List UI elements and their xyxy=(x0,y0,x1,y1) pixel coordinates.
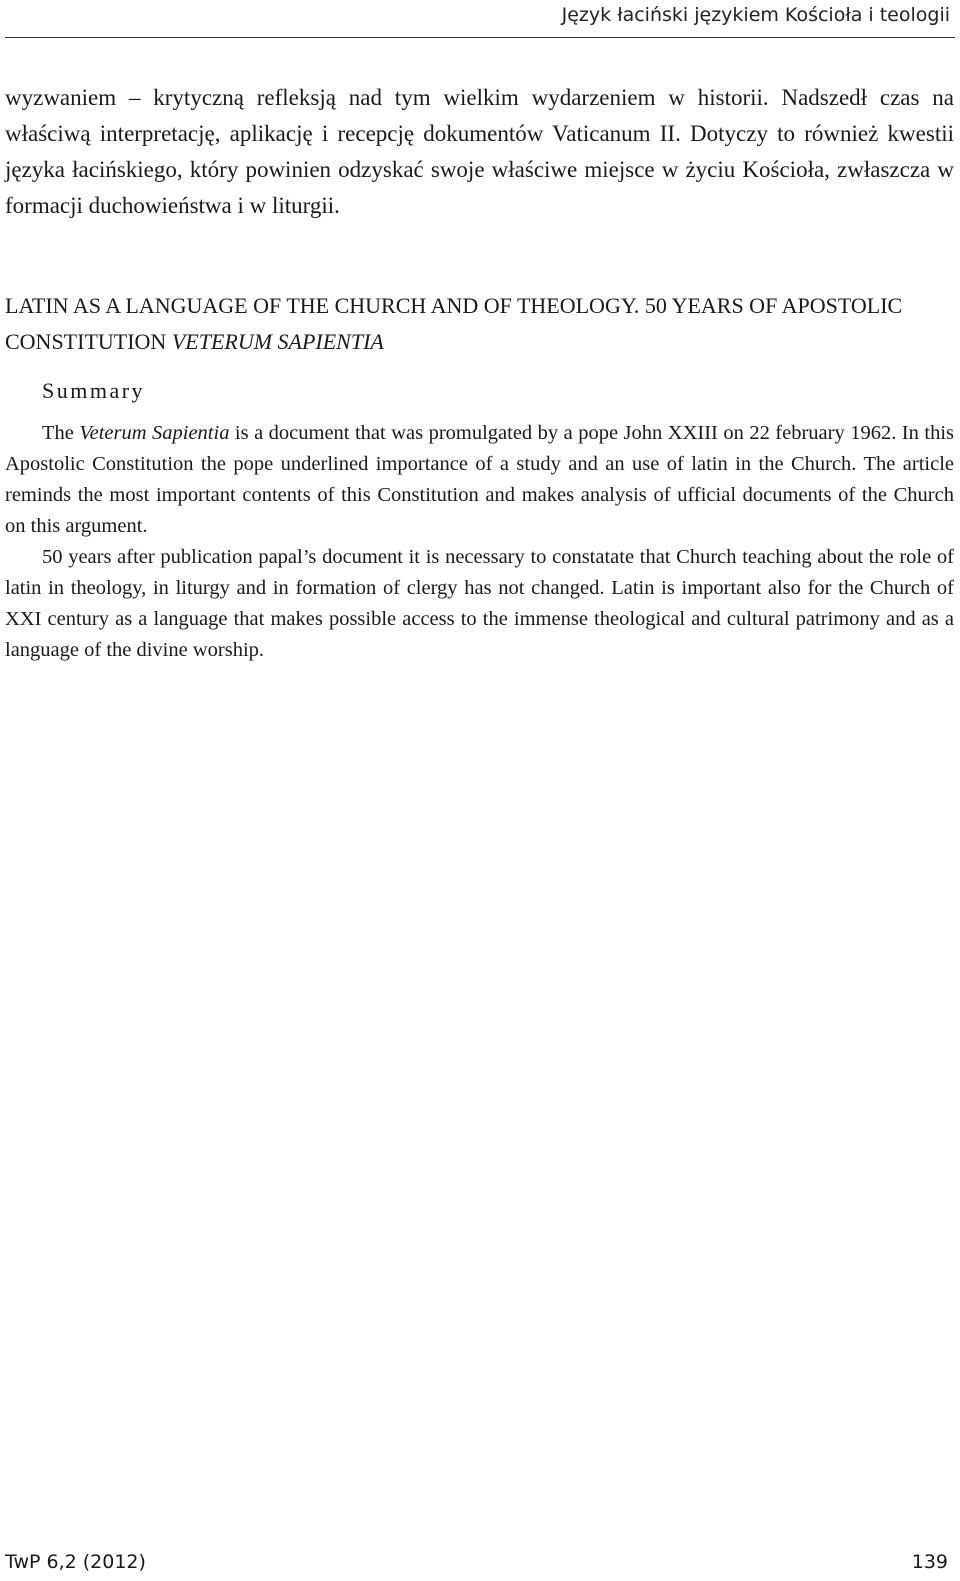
summary-p1-start: The xyxy=(42,422,80,444)
english-title xyxy=(5,288,954,360)
running-head: Język łaciński językiem Kościoła i teologii xyxy=(561,4,950,26)
page-number: 139 xyxy=(911,1551,948,1573)
journal-citation: TwP 6,2 (2012) xyxy=(5,1551,146,1573)
english-title-main: LATIN AS A LANGUAGE OF THE CHURCH AND OF THEOLOGY. 50 YEARS OF APOSTOLIC CONSTITUTION xyxy=(5,293,903,354)
summary-heading: Summary xyxy=(42,378,146,403)
english-title-italic: VETERUM SAPIENTIA xyxy=(171,329,384,354)
header-rule xyxy=(5,37,955,38)
summary-paragraph-1 xyxy=(5,418,954,542)
summary-p1-rest: is a document that was promulgated by a pope John XXIII on 22 february 1962. In this Apostolic Constitution the pope underlined importance of a study and an use of latin in the Church. The article reminds the most important contents of this Constitution and makes analysis of ufficial documents of the Church on this argument. xyxy=(5,422,954,537)
body-paragraph: wyzwaniem – krytyczną refleksją nad tym wielkim wydarzeniem w historii. Nadszedł czas na właściwą interpretację, aplikację i recepcję dokumentów Vaticanum II. Dotyczy to również kwestii języka łacińskiego, który powinien odzyskać swoje właściwe miejsce w życiu Kościoła, zwłaszcza w formacji duchowieństwa i w liturgii. xyxy=(5,85,954,218)
summary-p1-italic: Veterum Sapientia xyxy=(79,422,230,444)
summary-body xyxy=(5,418,954,666)
summary-paragraph-2: 50 years after publication papal’s document it is necessary to constatate that Church teaching about the role of latin in theology, in liturgy and in formation of clergy has not changed. Latin is important also for the Church of XXI century as a language that makes possible access to the immense theological and cultural patrimony and as a language of the divine worship. xyxy=(5,546,954,661)
